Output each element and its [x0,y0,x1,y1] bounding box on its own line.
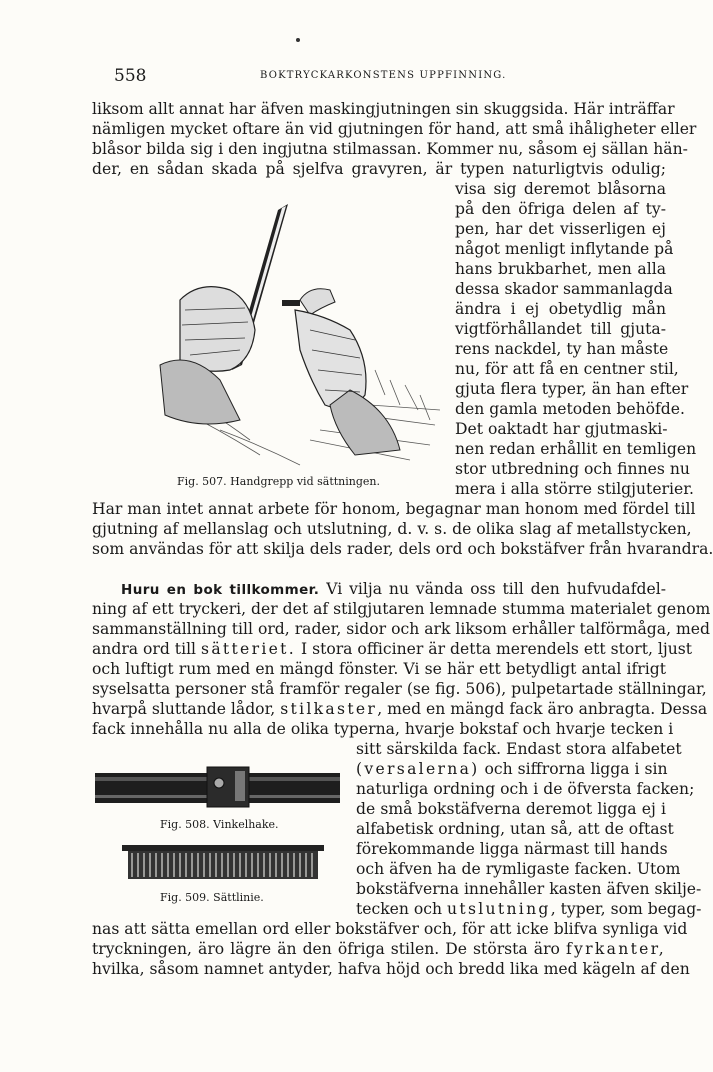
fig-509-illustration [122,845,324,885]
text-line: nen redan erhållit en temligen [455,440,697,458]
text-line: alfabetisk ordning, utan så, att de oftast [356,820,674,838]
section-heading: Huru en bok tillkommer. [121,582,320,598]
text-line: sammanställning till ord, rader, sidor och ark liksom erhåller talförmåga, med [92,620,710,638]
text-line: gjutning af mellanslag och utslutning, d. v. s. de olika slag af metallstycken, [92,520,692,538]
text-line: nämligen mycket oftare än vid gjutningen för hand, att små ihåligheter eller [92,120,697,138]
text-line [92,939,666,959]
text-line: Har man intet annat arbete för honom, begagnar man honom med fördel till [92,500,696,518]
text-line [356,759,666,779]
text-line: nu, för att få en centner stil, [455,360,679,378]
fig-507-caption: Fig. 507. Handgrepp vid sättningen. [177,475,380,488]
page-number: 558 [114,66,147,86]
text-line [121,579,666,600]
text-line: något menligt inflytande på [455,240,674,258]
spaced-term: (versalerna) [356,760,480,778]
spaced-term: sätteriet. [201,640,296,658]
text-line: och äfven ha de rymligaste facken. Utom [356,860,681,878]
text-line: vigtförhållandet till gjuta- [455,320,666,338]
text-line: hans brukbarhet, men alla [455,260,666,278]
text-line: liksom allt annat har äfven maskingjutningen sin skuggsida. Här inträffar [92,100,675,118]
ink-speck [296,38,300,42]
text-line: på den öfriga delen af ty- [455,200,666,218]
text-line: de små bokstäfverna deremot ligga ej i [356,800,666,818]
text-line: ning af ett tryckeri, der det af stilgjutaren lemnade stumma materialet genom [92,600,711,618]
running-title: BOKTRYCKARKONSTENS UPPFINNING. [260,70,507,81]
text-line: sitt särskilda fack. Endast stora alfabetet [356,740,682,758]
text-fragment: tecken och [356,900,443,918]
text-fragment: , med en mängd fack äro anbragta. Dessa [377,700,708,718]
text-line: fack innehålla nu alla de olika typerna, hvarje bokstaf och hvarje tecken i [92,720,674,738]
text-line: blåsor bilda sig i den ingjutna stilmassan. Kommer nu, såsom ej sällan hän- [92,140,688,158]
text-line [92,639,693,659]
text-line: gjuta flera typer, än han efter [455,380,689,398]
spaced-term: stilkaster [280,700,378,718]
text-fragment: I stora officiner är detta merendels ett stort, ljust [300,640,693,658]
text-line: pen, har det visserligen ej [455,220,666,238]
text-line: visa sig deremot blåsorna [455,180,666,198]
spaced-term: fyrkanter, [565,940,666,958]
text-fragment: och siffrorna ligga i sin [484,760,668,778]
text-line: och luftigt rum med en mängd fönster. Vi se här ett betydligt antal ifrigt [92,660,666,678]
text-line: stor utbredning och finnes nu [455,460,690,478]
text-fragment: andra ord till [92,640,197,658]
text-line: som användas för att skilja dels rader, dels ord och bokstäfver från hvarandra. [92,540,713,558]
text-line: dessa skador sammanlagda [455,280,673,298]
text-line: förekommande ligga närmast till hands [356,840,668,858]
page-header [96,66,666,90]
fig-508-illustration [95,765,340,811]
text-line [356,899,702,919]
fig-507-illustration [160,190,445,480]
text-line: mera i alla större stilgjuterier. [455,480,694,498]
text-line: der, en sådan skada på sjelfva gravyren, är typen naturligtvis odulig; [92,160,666,178]
text-line: Det oaktadt har gjutmaski- [455,420,668,438]
text-line: ändra i ej obetydlig mån [455,300,666,318]
text-fragment: , typer, som begag- [550,900,702,918]
text-line [92,699,708,719]
text-fragment: Vi vilja nu vända oss till den hufvudafdel- [326,580,666,598]
fig-509-caption: Fig. 509. Sättlinie. [160,891,264,904]
spaced-term: utslutning [447,900,551,918]
text-line: nas att sätta emellan ord eller bokstäfver och, för att icke blifva synliga vid [92,920,688,938]
text-line: hvilka, såsom namnet antyder, hafva höjd och bredd lika med kägeln af den [92,960,690,978]
text-line: rens nackdel, ty han måste [455,340,669,358]
text-line: bokstäfverna innehåller kasten äfven skilje- [356,880,702,898]
text-fragment: hvarpå sluttande lådor, [92,700,276,718]
text-line: den gamla metoden behöfde. [455,400,685,418]
text-line: naturliga ordning och i de öfversta facken; [356,780,695,798]
text-line: syselsatta personer stå framför regaler (se fig. 506), pulpetartade ställningar, [92,680,707,698]
fig-508-caption: Fig. 508. Vinkelhake. [160,818,279,831]
text-fragment: tryckningen, äro lägre än den öfriga stilen. De största äro [92,940,560,958]
